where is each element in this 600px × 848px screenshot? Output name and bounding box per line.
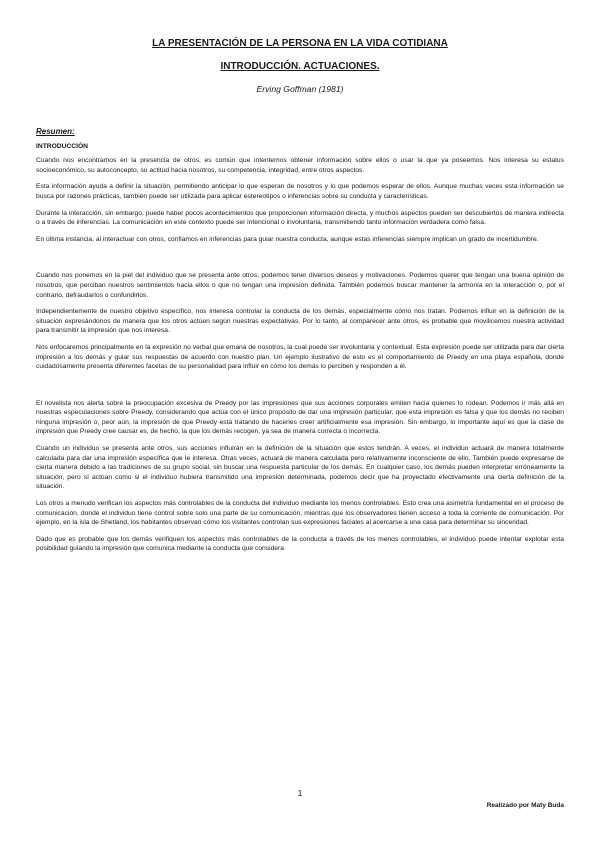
paragraph: Nos enfocaremos principalmente en la expresión no verbal que emana de nosotros, la cual puede ser involuntaria y contextual. Esta expresión puede ser utilizada para dar cierta impresión a los demás y guiar sus respuestas de acuerdo con nuestro plan. Un ejemplo ilustrativo de esto es el comportamiento de Preedy en una playa española, donde cuidadosamente presenta diferentes facetas de su personalidad para influir en cómo los demás lo perciben y responden a él. — [36, 343, 564, 371]
section-heading: INTRODUCCIÓN — [36, 142, 89, 150]
paragraph: Cuando nos ponemos en la piel del individuo que se presenta ante otros, podemos tener diversos deseos y motivaciones. Podemos querer que tengan una buena opinión de nosotros, que perciban nuestros sentimientos hacia ellos o que no tengan una impresión definida. También podemos buscar mantener la armonía en la interacción o, por el contrario, defraudarlos o confundirlos. — [36, 272, 564, 299]
document-body — [36, 127, 564, 561]
paragraph: Durante la interacción, sin embargo, puede haber pocos acontecimientos que proporcionen información directa, y muchos aspectos pueden ser descubiertos de manera indirecta o a través de inferencias. La comunicación en este contexto puede ser intencional o involuntaria, transmitiendo tanto información verdadera como falsa. — [36, 209, 564, 227]
document-subtitle: INTRODUCCIÓN. ACTUACIONES. — [220, 61, 380, 72]
paragraph: El novelista nos alerta sobre la preocupación excesiva de Preedy por las impresiones que sus acciones corporales emiten hacia quienes lo rodean. Podemos ir más allá en nuestras especulaciones sobre Preedy, considerando que actúa con el único propósito de dar una impresión particular, que esta impresión es falsa y que los demás no reciben ninguna impresión o, peor aún, la impresión de que Preedy está tratando de hacerles creer artificialmente esa impresión. Sin embargo, lo importante aquí es que la clase de impresión que Preedy cree causar es, de hecho, la que los demás recogen, ya sea de manera correcta o incorrecta. — [36, 399, 564, 436]
paragraph: En última instancia, al interactuar con otros, confiamos en inferencias para guiar nuestra conducta, aunque estas inferencias siempre implican un grado de incertidumbre. — [36, 235, 539, 243]
paragraph: Cuando un individuo se presenta ante otros, sus acciones influirán en la definición de la situación que estos tendrán. A veces, el individuo actuará de manera totalmente calculada para dar una impresión específica que le interesa. Otras veces, actuará de manera calculada pero relativamente inconsciente de ello. También puede expresarse de cierta manera debido a las tradiciones de su grupo social, sin buscar una respuesta particular de los demás. En cualquier caso, los demás pueden interpretar erróneamente la situación, pero sí actúan como si el individuo hubiera transmitido una impresión determinada, podemos decir que ha proyectado efectivamente una cierta definición de la situación. — [36, 445, 564, 491]
paragraph: Dado que es probable que los demás verifiquen los aspectos más controlables de la conducta a través de los menos controlables, el individuo puede intentar explotar esta posibilidad guiando la impresión que comunica mediante la conducta que considera — [36, 535, 564, 553]
section-gap — [36, 379, 564, 399]
paragraph: Cuando nos encontramos en la presencia de otros, es común que intentemos obtener información sobre ellos o usar la que ya poseemos. Nos interesa su estatus socioeconómico, su autoconcepto, su actitud hacia nosotros, su competencia, integridad, entre otros aspectos. — [36, 157, 564, 174]
paragraph: Los otros a menudo verifican los aspectos más controlables de la conducta del individuo mediante los menos controlables. Esto crea una asimetría fundamental en el proceso de comunicación, donde el individuo tiene control sobre solo una parte de su comunicación, mientras que los observadores tienen acceso a toda la corriente de comunicación. Por ejemplo, en la isla de Shetland, los habitantes observan cómo los visitantes controlan sus expresiones faciales al acercarse a una casa para determinar su sinceridad. — [36, 500, 564, 527]
paragraph: Esta información ayuda a definir la situación, permitiendo anticipar lo que esperan de nosotros y lo que podemos esperar de ellos. Aunque muchas veces esta información se busca por razones prácticas, también puede ser utilizada para aplicar estereotipos o inferencias sobre su conducta y características. — [36, 183, 564, 200]
resumen-label: Resumen: — [36, 127, 75, 136]
document-author: Erving Goffman (1981) — [256, 84, 344, 94]
document-title: LA PRESENTACIÓN DE LA PERSONA EN LA VIDA COTIDIANA — [152, 38, 448, 49]
section-gap — [36, 251, 564, 271]
paragraph: Independientemente de nuestro objetivo específico, nos interesa controlar la conducta de los demás, especialmente cómo nos tratan. Podemos influir en la definición de la situación expresándonos de manera que los otros actúen según nuestras expectativas. Por lo tanto, al comparecer ante otros, es probable que movilicemos nuestra actividad para transmitir la impresión que nos interesa. — [36, 308, 564, 335]
credit-line: Realizado por Maty Buda — [486, 802, 564, 809]
page-number: 1 — [297, 788, 303, 798]
